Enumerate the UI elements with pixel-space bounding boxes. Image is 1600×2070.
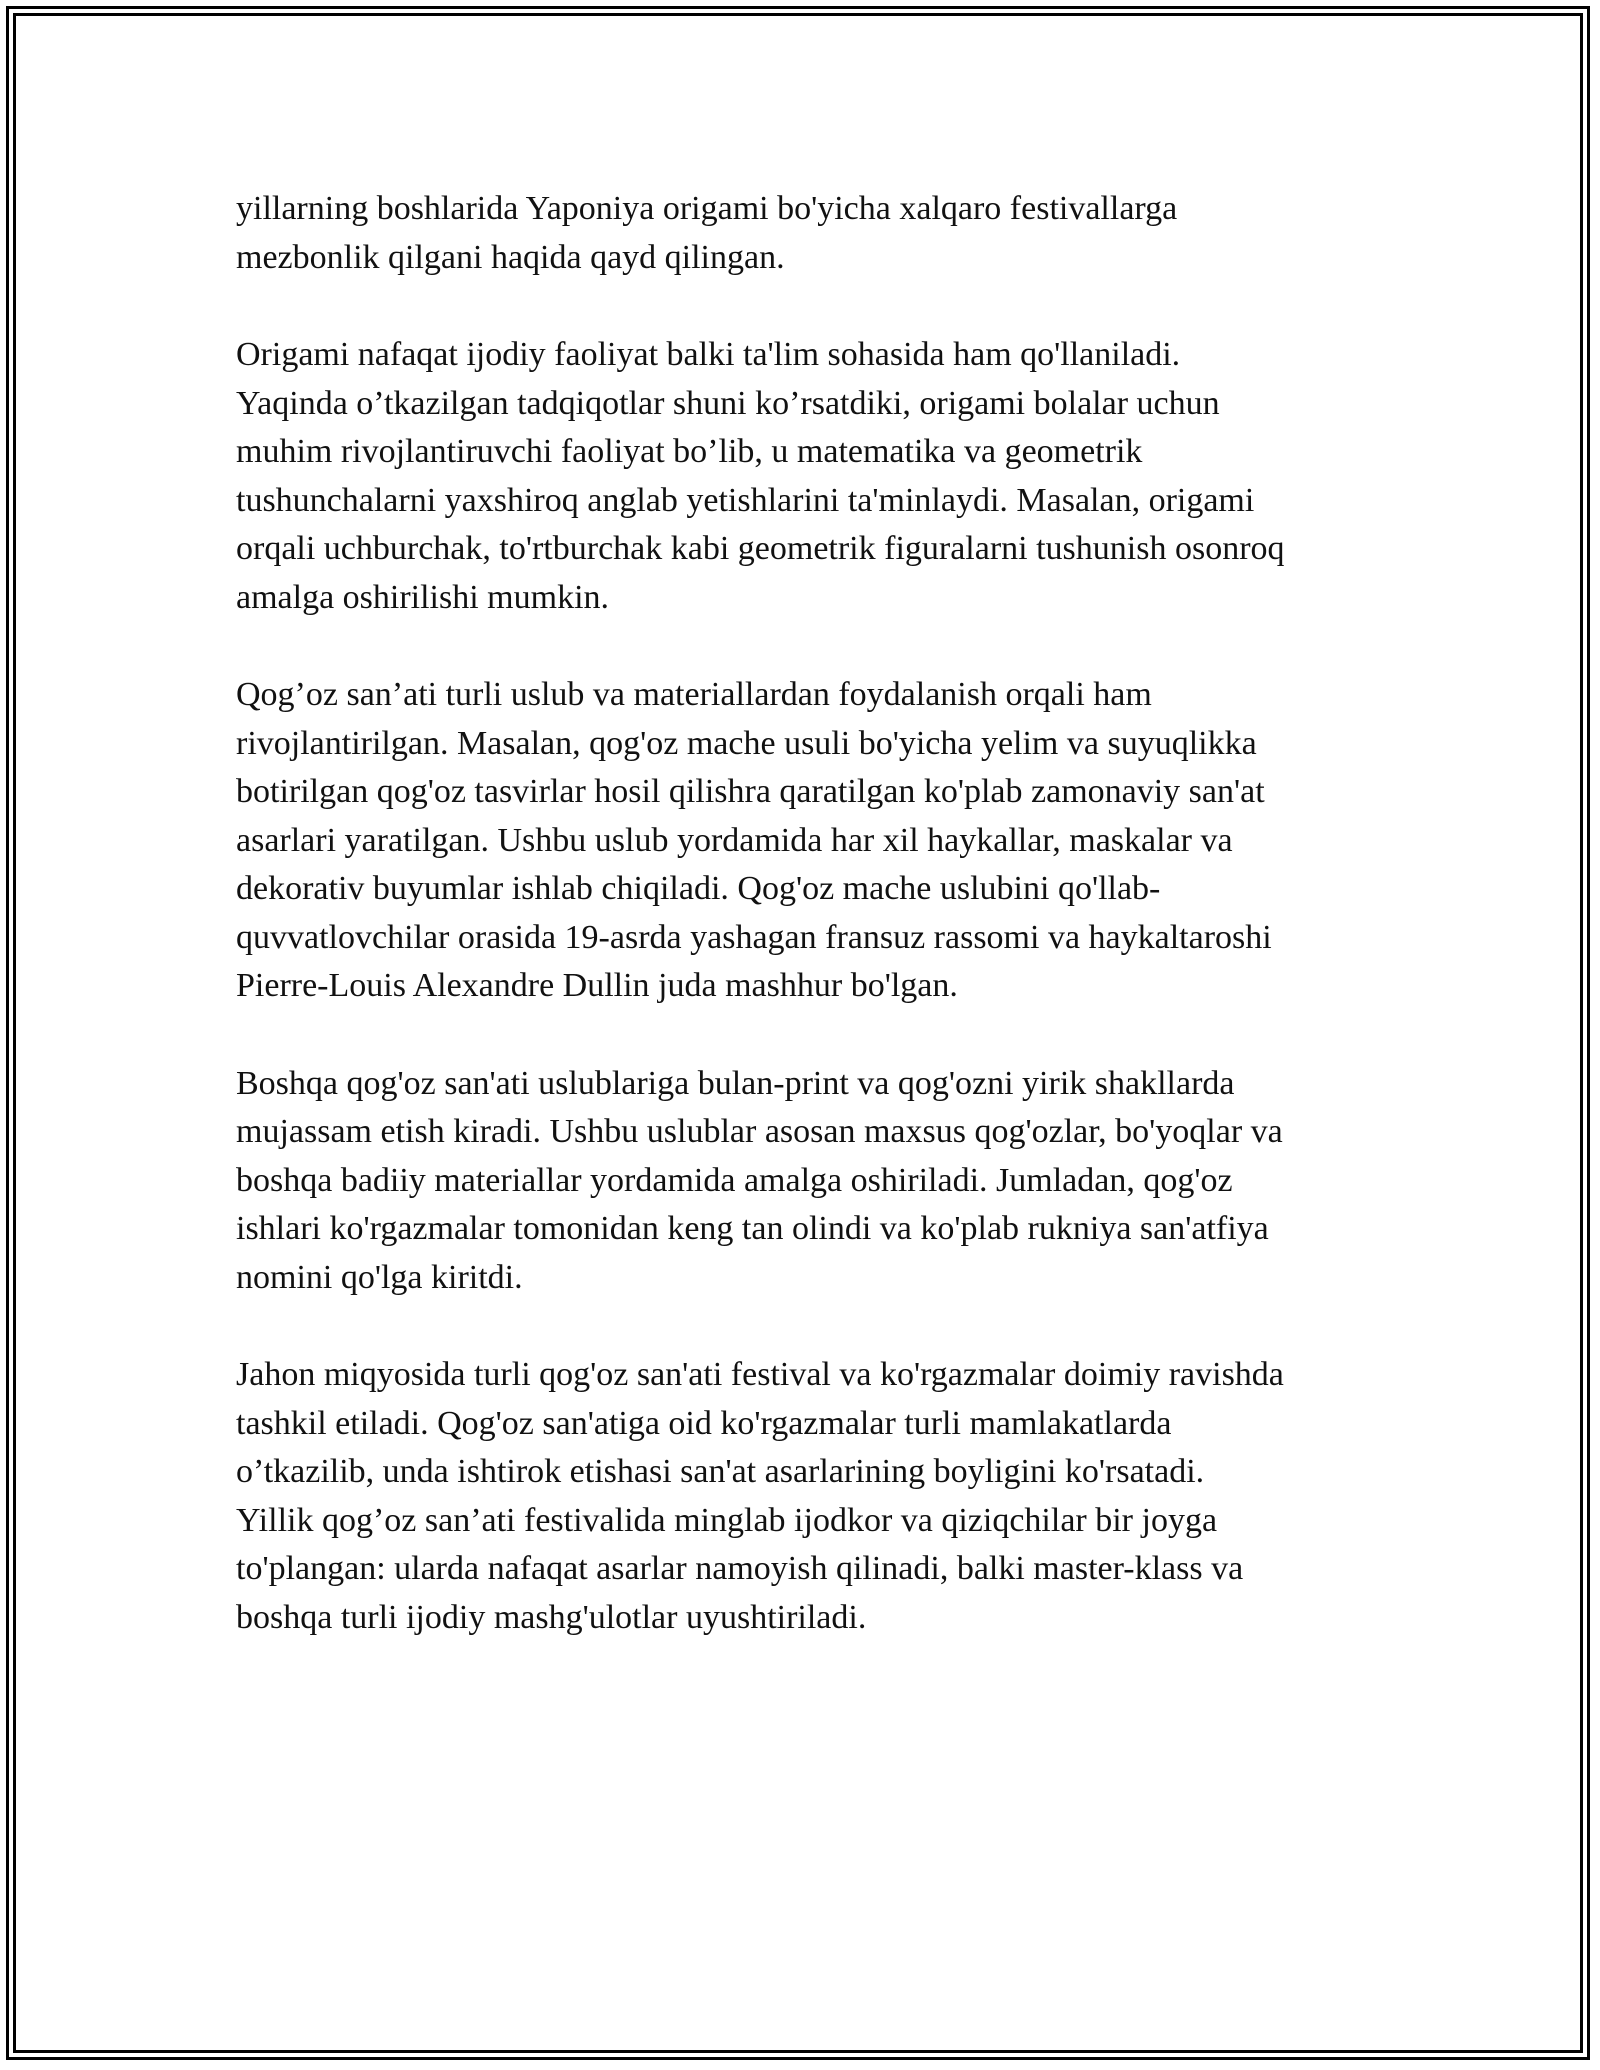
text-line: mujassam etish kiradi. Ushbu uslublar asosan maxsus qog'ozlar, bo'yoqlar va xyxy=(236,1113,1283,1150)
document-body xyxy=(236,185,1376,1691)
text-line: yillarning boshlarida Yaponiya origami bo'yicha xalqaro festivallarga xyxy=(236,190,1178,227)
text-line: quvvatlovchilar orasida 19-asrda yashagan fransuz rassomi va haykaltaroshi xyxy=(236,918,1272,956)
text-line: Qog’oz san’ati turli uslub va materiallardan foydalanish orqali ham xyxy=(236,676,1152,713)
paragraph-japan-festivals xyxy=(236,185,1376,282)
text-line: mezbonlik qilgani haqida qayd qilingan. xyxy=(236,238,785,276)
text-line: tushunchalarni yaxshiroq anglab yetishlarini ta'minlaydi. Masalan, origami xyxy=(236,481,1255,519)
text-line: to'plangan: ularda nafaqat asarlar namoyish qilinadi, balki master-klass va xyxy=(236,1550,1244,1587)
text-line: Origami nafaqat ijodiy faoliyat balki ta'lim sohasida ham qo'llaniladi. xyxy=(236,336,1181,373)
paragraph-paper-mache xyxy=(236,671,1376,1011)
text-line: Yaqinda o’tkazilgan tadqiqotlar shuni ko’rsatdiki, origami bolalar uchun xyxy=(236,384,1220,422)
text-line: Boshqa qog'oz san'ati uslublariga bulan-print va qog'ozni yirik shakllarda xyxy=(236,1064,1235,1102)
text-line: nomini qo'lga kiritdi. xyxy=(236,1258,523,1296)
text-line: Pierre-Louis Alexandre Dullin juda mashhur bo'lgan. xyxy=(236,967,958,1004)
text-line: Jahon miqyosida turli qog'oz san'ati festival va ko'rgazmalar doimiy ravishda xyxy=(236,1356,1284,1393)
paragraph-other-paper-styles xyxy=(236,1060,1376,1303)
paragraph-world-festivals xyxy=(236,1351,1376,1642)
text-line: tashkil etiladi. Qog'oz san'atiga oid ko'rgazmalar turli mamlakatlarda xyxy=(236,1404,1172,1442)
paragraph-origami-education xyxy=(236,331,1376,622)
text-line: boshqa badiiy materiallar yordamida amalga oshiriladi. Jumladan, qog'oz xyxy=(236,1161,1233,1199)
text-line: boshqa turli ijodiy mashg'ulotlar uyushtiriladi. xyxy=(236,1598,867,1636)
text-line: dekorativ buyumlar ishlab chiqiladi. Qog'oz mache uslubini qo'llab- xyxy=(236,870,1161,907)
text-line: o’tkazilib, unda ishtirok etishasi san'at asarlarining boyligini ko'rsatadi. xyxy=(236,1453,1205,1490)
text-line: orqali uchburchak, to'rtburchak kabi geometrik figuralarni tushunish osonroq xyxy=(236,530,1285,567)
text-line: botirilgan qog'oz tasvirlar hosil qilishra qaratilgan ko'plab zamonaviy san'at xyxy=(236,773,1265,810)
text-line: rivojlantirilgan. Masalan, qog'oz mache usuli bo'yicha yelim va suyuqlikka xyxy=(236,724,1257,762)
text-line: amalga oshirilishi mumkin. xyxy=(236,578,610,616)
text-line: muhim rivojlantiruvchi faoliyat bo’lib, u matematika va geometrik xyxy=(236,433,1143,470)
text-line: Yillik qog’oz san’ati festivalida minglab ijodkor va qiziqchilar bir joyga xyxy=(236,1501,1218,1539)
text-line: ishlari ko'rgazmalar tomonidan keng tan olindi va ko'plab rukniya san'atfiya xyxy=(236,1210,1269,1247)
text-line: asarlari yaratilgan. Ushbu uslub yordamida har xil haykallar, maskalar va xyxy=(236,821,1233,859)
